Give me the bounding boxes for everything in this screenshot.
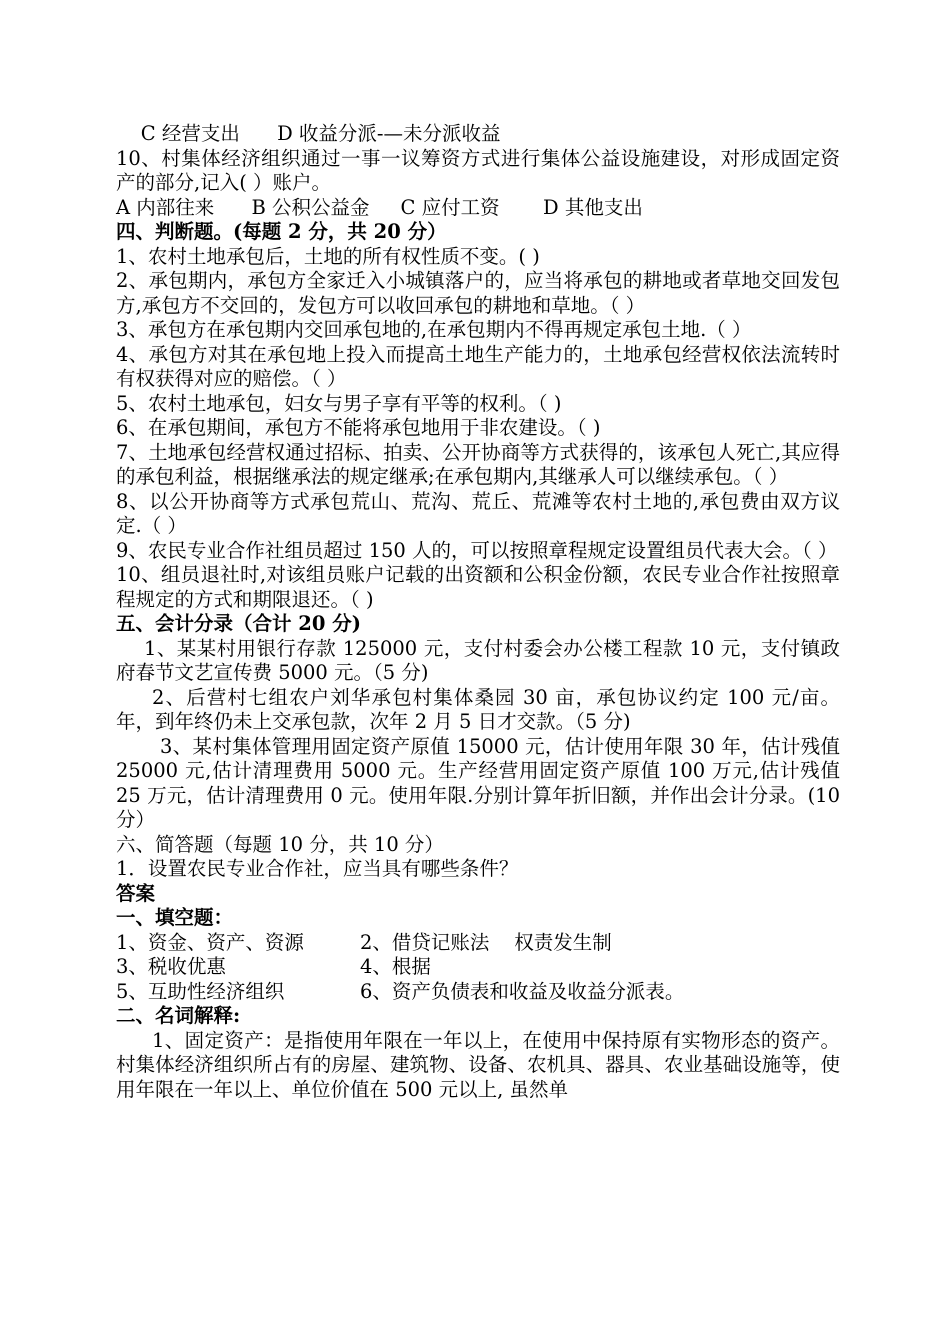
judgement-item-5: 5、农村土地承包，妇女与男子享有平等的权利。（ ) xyxy=(116,391,562,415)
judgement-item-8: 8、以公开协商等方式承包荒山、荒沟、荒丘、荒滩等农村土地的,承包费由双方议定.（ ） xyxy=(116,489,840,537)
answers-title: 答案 xyxy=(116,881,156,905)
term-definition-1: 1、固定资产：是指使用年限在一年以上，在使用中保持原有实物形态的资产。村集体经济组织所占有的房屋、建筑物、设备、农机具、器具、农业基础设施等，使用年限在一年以上、单位价值在 500 元以上, 虽然单 xyxy=(116,1028,840,1101)
judgement-item-1: 1、农村土地承包后，土地的所有权性质不变。( ) xyxy=(116,244,540,268)
fill-answer-4: 4、根据 xyxy=(360,955,431,978)
accounting-item-1: 1、某某村用银行存款 125000 元，支付村委会办公楼工程款 10 元，支付镇政府春节文艺宣传费 5000 元。（5 分) xyxy=(116,636,840,684)
fill-answer-row-1 xyxy=(116,931,840,956)
fill-answer-3: 3、税收优惠 xyxy=(116,955,226,978)
judgement-item-2: 2、承包期内，承包方全家迁入小城镇落户的，应当将承包的耕地或者草地交回发包方,承包方不交回的，发包方可以收回承包的耕地和草地。（ ） xyxy=(116,269,840,317)
fill-answer-row-2 xyxy=(116,955,840,980)
section-6-title: 六、简答题（每题 10 分，共 10 分） xyxy=(116,832,444,856)
accounting-item-2: 2、后营村七组农户刘华承包村集体桑园 30 亩，承包协议约定 100 元/亩。年，到年终仍未上交承包款，次年 2 月 5 日才交款。（5 分) xyxy=(116,685,840,733)
judgement-item-7: 7、土地承包经营权通过招标、拍卖、公开协商等方式获得的，该承包人死亡,其应得的承包利益，根据继承法的规定继承;在承包期内,其继承人可以继续承包。（ ） xyxy=(116,440,840,488)
short-answer-question-1: 1．设置农民专业合作社，应当具有哪些条件？ xyxy=(116,857,519,880)
choice-options-10: A 内部往来 B 公积公益金 C 应付工资 D 其他支出 xyxy=(116,195,643,219)
section-5-title: 五、会计分录（合计 20 分) xyxy=(116,612,361,635)
fill-answer-1: 1、资金、资产、资源 xyxy=(116,930,304,954)
judgement-item-6: 6、在承包期间，承包方不能将承包地用于非农建设。（ ) xyxy=(116,416,601,439)
fill-answer-6: 6、资产负债表和收益及收益分派表。 xyxy=(360,979,685,1003)
answers-section-1-title: 一、填空题： xyxy=(116,906,234,929)
question-10: 10、村集体经济组织通过一事一议筹资方式进行集体公益设施建设，对形成固定资产的部分,记入( ）账户。 xyxy=(116,146,840,194)
fill-answer-row-3 xyxy=(116,980,840,1005)
judgement-item-10: 10、组员退社时,对该组员账户记载的出资额和公积金份额，农民专业合作社按照章程规定的方式和期限退还。（ ) xyxy=(116,563,840,611)
judgement-item-4: 4、承包方对其在承包地上投入而提高土地生产能力的，土地承包经营权依法流转时有权获得对应的赔偿。（ ） xyxy=(116,342,840,390)
choice-options-9: C 经营支出 D 收益分派-—未分派收益 xyxy=(116,122,501,145)
judgement-item-9: 9、农民专业合作社组员超过 150 人的，可以按照章程规定设置组员代表大会。（ ） xyxy=(116,538,838,562)
fill-answer-2: 2、借贷记账法 权责发生制 xyxy=(360,930,612,954)
answers-section-2-title: 二、名词解释: xyxy=(116,1004,241,1027)
judgement-item-3: 3、承包方在承包期内交回承包地的,在承包期内不得再规定承包土地.（ ） xyxy=(116,318,752,341)
fill-answer-5: 5、互助性经济组织 xyxy=(116,979,285,1003)
document-page xyxy=(116,122,840,1102)
section-4-title: 四、判断题。(每题 2 分，共 20 分） xyxy=(116,220,447,243)
accounting-item-3: 3、某村集体管理用固定资产原值 15000 元，估计使用年限 30 年，估计残值 25000 元,估计清理费用 5000 元。生产经营用固定资产原值 100 万元,估计残值 25 万元，估计清理费用 0 元。使用年限.分别计算年折旧额，并作出会计分录。(10 分） xyxy=(116,734,840,831)
